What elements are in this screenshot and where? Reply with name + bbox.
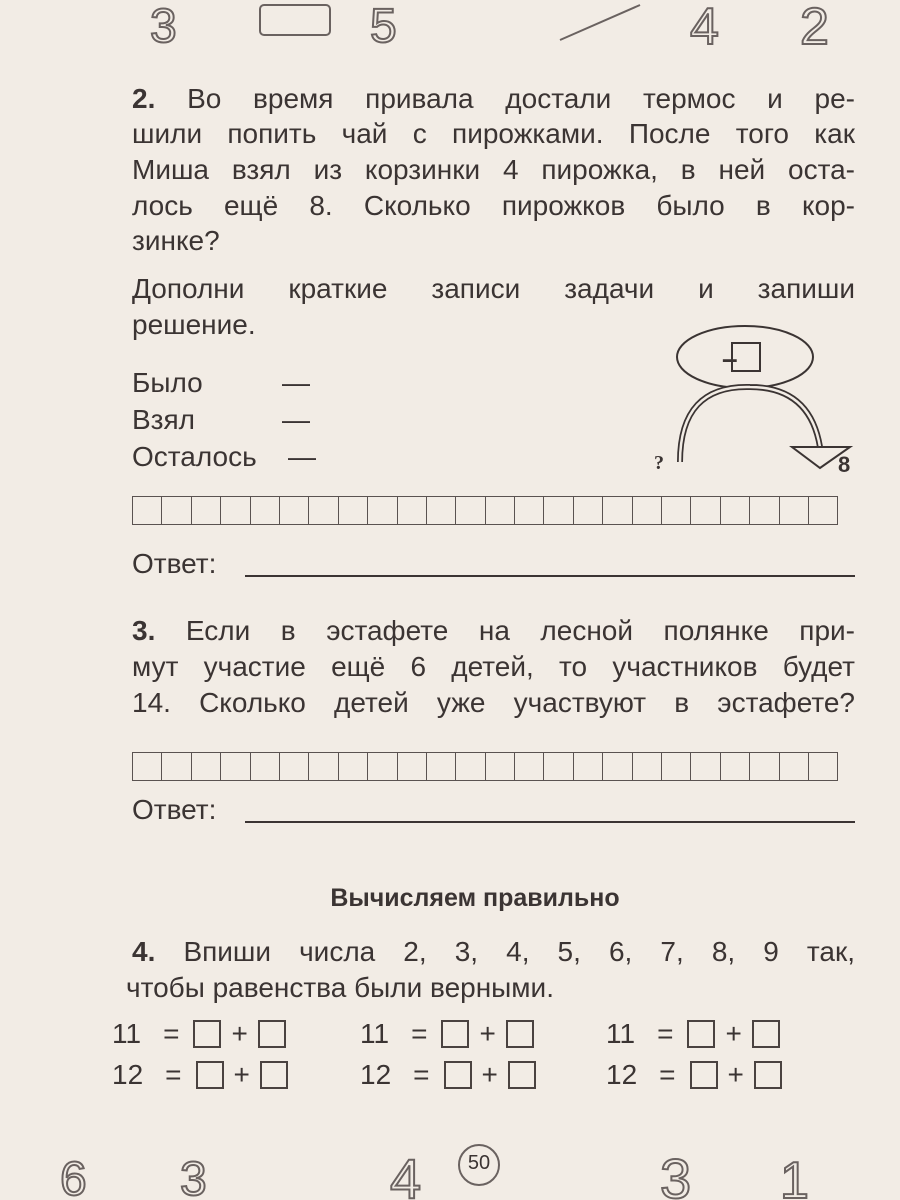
svg-text:5: 5 [370,0,397,50]
equation-result: 11 [112,1018,142,1049]
grid-cell[interactable] [603,496,632,525]
grid-cell[interactable] [750,752,779,781]
task3-text-line: мут участие ещё 6 детей, то участников будет [132,651,855,682]
solution-cell-grid[interactable] [132,752,838,781]
operation-sign: – [722,343,738,374]
grid-cell[interactable] [339,752,368,781]
equals-sign: = [163,1018,180,1049]
grid-cell[interactable] [574,496,603,525]
task2-instruction: Дополни краткие записи задачи и запиши [132,273,855,304]
grid-cell[interactable] [309,496,338,525]
answer-box[interactable] [193,1020,221,1048]
equals-sign: = [413,1059,430,1090]
equals-sign: = [657,1018,674,1049]
grid-cell[interactable] [162,496,191,525]
svg-text:3: 3 [180,1153,207,1200]
grid-cell[interactable] [133,752,162,781]
record-label-was: Было [132,367,203,398]
svg-text:4: 4 [390,1147,422,1200]
grid-cell[interactable] [662,752,691,781]
grid-cell[interactable] [456,496,485,525]
grid-cell[interactable] [221,752,250,781]
answer-box[interactable] [441,1020,469,1048]
grid-cell[interactable] [486,496,515,525]
svg-text:3: 3 [150,0,177,50]
diagram-start-label: ? [654,452,664,474]
plus-sign: + [481,1059,498,1090]
grid-cell[interactable] [691,752,720,781]
record-dash: — [282,404,310,435]
grid-cell[interactable] [750,496,779,525]
grid-cell[interactable] [780,496,809,525]
grid-cell[interactable] [721,496,750,525]
equation [360,1018,544,1050]
answer-box[interactable] [690,1061,718,1089]
solution-cell-grid[interactable] [132,496,838,525]
subtraction-diagram [640,325,860,485]
grid-cell[interactable] [398,496,427,525]
answer-box[interactable] [687,1020,715,1048]
grid-cell[interactable] [192,752,221,781]
grid-cell[interactable] [721,752,750,781]
answer-box[interactable] [754,1061,782,1089]
decorative-doodle-border-top [0,0,900,50]
grid-cell[interactable] [633,496,662,525]
answer-line[interactable] [245,575,855,577]
svg-text:4: 4 [690,0,719,50]
record-dash: — [288,441,316,472]
plus-sign: + [725,1018,742,1049]
grid-cell[interactable] [691,496,720,525]
task4-text-line: 4. Впиши числа 2, 3, 4, 5, 6, 7, 8, 9 так, [132,936,855,967]
equation [606,1018,790,1050]
plus-sign: + [231,1018,248,1049]
grid-cell[interactable] [633,752,662,781]
task4-text-line: чтобы равенства были верными. [126,972,554,1003]
equation-result: 12 [112,1059,144,1090]
equation-result: 11 [360,1018,390,1049]
plus-sign: + [479,1018,496,1049]
equation [112,1018,296,1050]
answer-box[interactable] [196,1061,224,1089]
record-label-took: Взял [132,404,196,435]
grid-cell[interactable] [780,752,809,781]
grid-cell[interactable] [368,496,397,525]
grid-cell[interactable] [427,496,456,525]
answer-line[interactable] [245,821,855,823]
equation-result: 12 [606,1059,638,1090]
answer-box[interactable] [260,1061,288,1089]
equals-sign: = [659,1059,676,1090]
grid-cell[interactable] [515,496,544,525]
grid-cell[interactable] [603,752,632,781]
equals-sign: = [165,1059,182,1090]
equation-result: 11 [606,1018,636,1049]
grid-cell[interactable] [192,496,221,525]
grid-cell[interactable] [515,752,544,781]
page-number: 50 [467,1152,491,1174]
answer-box[interactable] [506,1020,534,1048]
plus-sign: + [233,1059,250,1090]
grid-cell[interactable] [133,496,162,525]
grid-cell[interactable] [251,752,280,781]
svg-text:1: 1 [780,1152,809,1200]
task2-text-line: лось ещё 8. Сколько пирожков было в кор- [132,190,855,221]
equation [112,1059,298,1091]
grid-cell[interactable] [486,752,515,781]
equation-result: 12 [360,1059,392,1090]
task2-text-line: шили попить чай с пирожками. После того как [132,118,855,149]
grid-cell[interactable] [221,496,250,525]
grid-cell[interactable] [280,752,309,781]
grid-cell[interactable] [368,752,397,781]
task2-text-line: 2. Во время привала достали термос и ре- [132,83,855,114]
grid-cell[interactable] [427,752,456,781]
svg-text:6: 6 [60,1153,87,1200]
grid-cell[interactable] [251,496,280,525]
answer-box[interactable] [444,1061,472,1089]
record-dash: — [282,367,310,398]
task2-text-line: зинке? [132,225,220,256]
answer-box[interactable] [258,1020,286,1048]
grid-cell[interactable] [456,752,485,781]
answer-box[interactable] [508,1061,536,1089]
grid-cell[interactable] [574,752,603,781]
svg-text:2: 2 [800,0,829,50]
task3-text-line: 3. Если в эстафете на лесной полянке при- [132,615,856,646]
grid-cell[interactable] [544,496,573,525]
task2-text-line: Миша взял из корзинки 4 пирожка, в ней оста- [132,154,855,185]
record-label-left: Осталось [132,441,257,472]
grid-cell[interactable] [309,752,338,781]
equals-sign: = [411,1018,428,1049]
grid-cell[interactable] [398,752,427,781]
equation [606,1059,792,1091]
grid-cell[interactable] [809,752,838,781]
diagram-end-label: 8 [838,452,851,477]
task2-instruction: решение. [132,309,256,340]
grid-cell[interactable] [809,496,838,525]
grid-cell[interactable] [544,752,573,781]
task3-text-line: 14. Сколько детей уже участвуют в эстафете? [132,687,855,718]
section-title: Вычисляем правильно [330,884,620,912]
grid-cell[interactable] [339,496,368,525]
decorative-doodle-border-bottom [0,1140,900,1200]
answer-label: Ответ: [132,794,217,825]
equation [360,1059,546,1091]
answer-box[interactable] [752,1020,780,1048]
grid-cell[interactable] [662,496,691,525]
grid-cell[interactable] [280,496,309,525]
svg-text:3: 3 [660,1147,692,1200]
answer-label: Ответ: [132,548,217,579]
grid-cell[interactable] [162,752,191,781]
plus-sign: + [727,1059,744,1090]
